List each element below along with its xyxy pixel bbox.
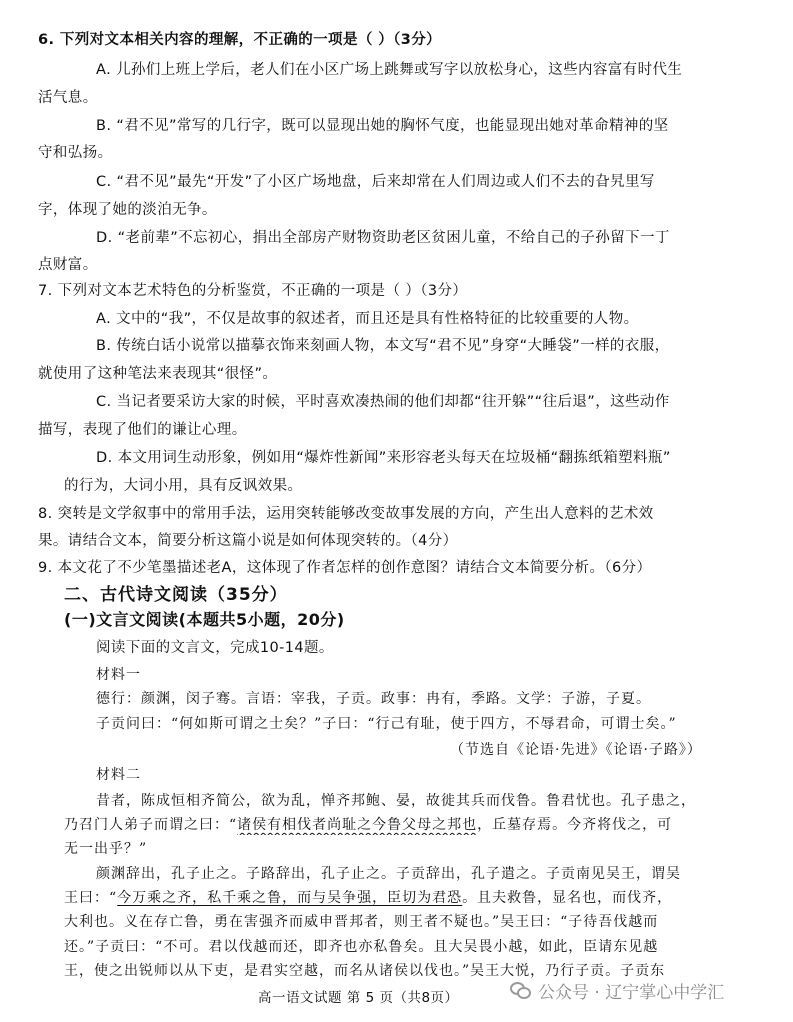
q6-option-c-cont: 字，体现了她的淡泊无争。 bbox=[38, 202, 217, 218]
q7-option-c-cont: 描写，表现了他们的谦让心理。 bbox=[38, 422, 247, 438]
material-2-line-2-post: ，丘墓存焉。今齐将伐之，可 bbox=[477, 817, 673, 833]
q8-line-2: 果。请结合文本，简要分析这篇小说是如何体现突转的。（4分） bbox=[38, 533, 458, 549]
material-1-title: 材料一 bbox=[96, 667, 141, 683]
material-1-source: （节选自《论语·先进》《论语·子路》） bbox=[450, 742, 702, 758]
q7-option-a: A. 文中的“我”，不仅是故事的叙述者，而且还是具有性格特征的比较重要的人物。 bbox=[96, 311, 639, 327]
q6-option-a: A. 儿孙们上班上学后，老人们在小区广场上跳舞或写字以放松身心，这些内容富有时代生 bbox=[96, 62, 683, 78]
q6-option-b: B. “君不见”常写的几行字，既可以显现出她的胸怀气度，也能显现出她对革命精神的坚 bbox=[96, 118, 669, 134]
material-2-line-2 bbox=[64, 815, 672, 835]
watermark-text: 公众号 · 辽宁掌心中学汇 bbox=[538, 982, 725, 1003]
q6-option-a-cont: 活气息。 bbox=[38, 90, 98, 106]
material-1-line-1: 德行：颜渊，闵子骞。言语：宰我，子贡。政事：冉有，季路。文学：子游，子夏。 bbox=[96, 691, 651, 707]
q6-option-b-cont: 守和弘扬。 bbox=[38, 145, 113, 161]
material-2-line-7: 还。”子贡曰：“不可。君以伐越而还，即齐也亦私鲁矣。且大吴畏小越，如此，臣请东见越 bbox=[64, 939, 659, 955]
material-2-line-5 bbox=[64, 888, 672, 908]
sentence-break-passage: 诸侯有相伐者尚耻之今鲁父母之邦也 bbox=[237, 817, 478, 833]
material-1-line-2: 子贡问曰：“何如斯可谓之士矣？”子曰：“行己有耻，使于四方，不辱君命，可谓士矣。” bbox=[96, 716, 677, 732]
wechat-icon bbox=[510, 980, 532, 1000]
page-footer: 高一语文试题 第 5 页（共8页） bbox=[258, 990, 459, 1006]
q9-line-1: 9. 本文花了不少笔墨描述老A，这体现了作者怎样的创作意图？请结合文本简要分析。（6分） bbox=[38, 560, 652, 576]
q7-option-d-cont: 的行为，大词小用，具有反讽效果。 bbox=[64, 478, 303, 494]
q7-option-d: D. 本文用词生动形象，例如用“爆炸性新闻”来形容老头每天在垃圾桶“翻拣纸箱塑料瓶” bbox=[96, 450, 671, 466]
q6-stem: 6. 下列对文本相关内容的理解，不正确的一项是（ ）（3分） bbox=[38, 32, 442, 48]
q8-line-1: 8. 突转是文学叙事中的常用手法，运用突转能够改变故事发展的方向，产生出人意料的艺术效 bbox=[38, 506, 654, 522]
material-2-line-8: 王，使之出锐师以从下吏，是君实空越，而名从诸侯以伐也。”吴王大悦，乃行子贡。子贡东 bbox=[64, 963, 666, 979]
q6-option-c: C. “君不见”最先“开发”了小区广场地盘，后来却常在人们周边或人们不去的旮旯里写 bbox=[96, 174, 655, 190]
q7-option-c: C. 当记者要采访大家的时候，平时喜欢凑热闹的他们却都“往开躲”“往后退”，这些动作 bbox=[96, 394, 670, 410]
material-2-title: 材料二 bbox=[96, 767, 141, 783]
translation-passage: 今万乘之齐，私千乘之鲁，而与吴争强，臣切为君恐 bbox=[117, 890, 463, 906]
reading-instruction: 阅读下面的文言文，完成10-14题。 bbox=[96, 640, 334, 656]
q7-option-b-cont: 就使用了这种笔法来表现其“很怪”。 bbox=[38, 366, 278, 382]
material-2-line-4: 颜渊辞出，孔子止之。子路辞出，孔子止之。子贡辞出，孔子遣之。子贡南见吴王，谓吴 bbox=[96, 866, 681, 882]
subsection-heading: (一)文言文阅读(本题共5小题，20分) bbox=[64, 610, 345, 629]
q6-option-d: D. “老前辈”不忘初心，捐出全部房产财物资助老区贫困儿童，不给自己的子孙留下一丁 bbox=[96, 230, 670, 246]
material-2-line-2-pre: 乃召门人弟子而谓之曰：“ bbox=[64, 817, 238, 833]
q7-stem: 7. 下列对文本艺术特色的分析鉴赏，不正确的一项是（ ）（3分） bbox=[38, 283, 468, 299]
section-heading: 二、古代诗文阅读（35分） bbox=[64, 585, 288, 605]
material-2-line-3: 无一出乎？” bbox=[64, 841, 148, 857]
material-2-line-6: 大利也。义在存亡鲁，勇在害强齐而威申晋邦者，则王者不疑也。”吴王曰：“子待吾伐越而 bbox=[64, 914, 659, 930]
q6-option-d-cont: 点财富。 bbox=[38, 257, 98, 273]
material-2-line-5-post: 。且夫救鲁，显名也，而伐齐， bbox=[462, 890, 673, 906]
q7-option-b: B. 传统白话小说常以描摹衣饰来刻画人物，本文写“君不见”身穿“大睡袋”一样的衣服， bbox=[96, 338, 670, 354]
material-2-line-5-pre: 王曰：“ bbox=[64, 890, 118, 906]
watermark bbox=[510, 978, 724, 1002]
material-2-line-1: 昔者，陈成恒相齐简公，欲为乱，惮齐邦鲍、晏，故徙其兵而伐鲁。鲁君忧也。孔子患之， bbox=[96, 793, 696, 809]
